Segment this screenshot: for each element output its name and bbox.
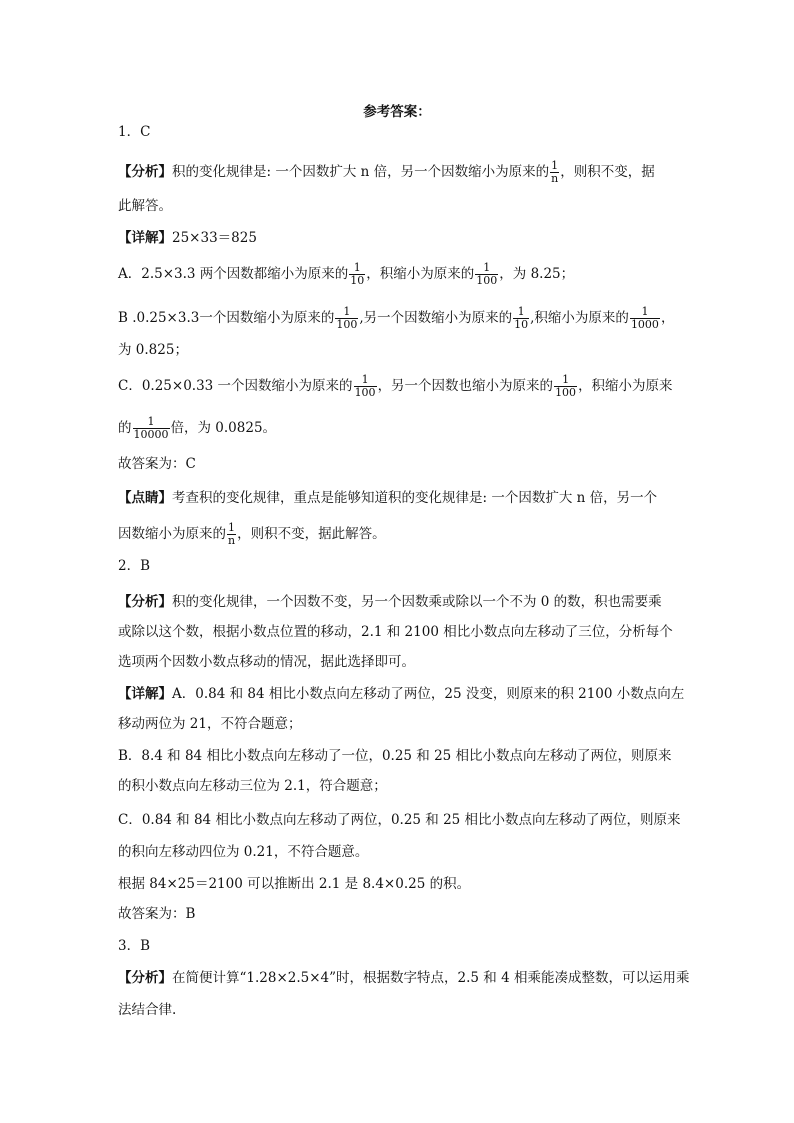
- fraction: $\frac{1}{10}$: [514, 305, 529, 331]
- fraction: $\frac{1}{100}$: [555, 373, 577, 399]
- fraction: $\frac{1}{100}$: [476, 261, 498, 287]
- q2-option-c: C．0.84 和 84 相比小数点向左移动了两位，0.25 和 25 相比小数点向左移动了两位，则原来: [118, 812, 681, 828]
- q2-detail-a: 【详解】A．0.84 和 84 相比小数点向左移动了两位，25 没变，则原来的积 2100 小数点向左: [118, 686, 685, 702]
- fraction: $\frac{1}{10000}$: [133, 415, 169, 441]
- comment-tag: 【点睛】: [118, 490, 172, 506]
- analysis-tag: 【分析】: [118, 970, 172, 986]
- q2-answer: 故答案为：B: [118, 906, 196, 922]
- fraction: $\frac{1}{100}$: [354, 373, 376, 399]
- fraction: $\frac{1}{10}$: [350, 261, 365, 287]
- q1-option-a: A．2.5×3.3 两个因数都缩小为原来的 $\frac{1}{10}$ ，积缩小为原来的 $\frac{1}{100}$ ，为 8.25；: [118, 261, 575, 287]
- q1-option-b: B .0.25×3.3一个因数缩小为原来的 $\frac{1}{100}$ ,另一个因数缩小为原来的 $\frac{1}{10}$ ,积缩小为原来的 $\frac{1}{1000}$ ，: [118, 305, 675, 331]
- q1-comment-line-1: 【点睛】考查积的变化规律，重点是能够知道积的变化规律是: 一个因数扩大 n 倍，另一个: [118, 490, 658, 506]
- q1-option-c-cont: 的 $\frac{1}{10000}$ 倍，为 0.0825。: [118, 415, 277, 441]
- q1-analysis-line-2: 此解答。: [118, 198, 172, 214]
- page-title: 参考答案：: [363, 104, 431, 120]
- analysis-tag: 【分析】: [118, 164, 172, 180]
- q2-inference: 根据 84×25＝2100 可以推断出 2.1 是 8.4×0.25 的积。: [118, 876, 471, 892]
- fraction: $\frac{1}{n}$: [228, 521, 236, 547]
- q2-detail-a-cont: 移动两位为 21，不符合题意；: [118, 716, 302, 732]
- q1-answer: 故答案为：C: [118, 456, 196, 472]
- q2-analysis-line-1: 【分析】积的变化规律，一个因数不变，另一个因数乘或除以一个不为 0 的数，积也需要乘: [118, 594, 662, 610]
- detail-tag: 【详解】: [118, 230, 172, 246]
- q1-option-c: C．0.25×0.33 一个因数缩小为原来的 $\frac{1}{100}$ ，另一个因数也缩小为原来的 $\frac{1}{100}$ ，积缩小为原来: [118, 373, 673, 399]
- q2-option-b-cont: 的积小数点向左移动三位为 2.1，符合题意；: [118, 778, 387, 794]
- q1-detail: 【详解】25×33＝825: [118, 230, 257, 246]
- q1-analysis-line-1: 【分析】积的变化规律是: 一个因数扩大 n 倍，另一个因数缩小为原来的 $\frac{1}{n}$ ，则积不变，据: [118, 159, 655, 185]
- q3-number: 3．B: [118, 938, 151, 954]
- q1-number: 1．C: [118, 124, 151, 140]
- q2-number: 2．B: [118, 558, 151, 574]
- q2-analysis-line-3: 选项两个因数小数点移动的情况，据此选择即可。: [118, 654, 415, 670]
- q2-option-b: B．8.4 和 84 相比小数点向左移动了一位，0.25 和 25 相比小数点向左移动了两位，则原来: [118, 748, 672, 764]
- fraction: $\frac{1}{100}$: [336, 305, 358, 331]
- analysis-tag: 【分析】: [118, 594, 172, 610]
- q2-analysis-line-2: 或除以这个数，根据小数点位置的移动，2.1 和 2100 相比小数点向左移动了三位，分析每个: [118, 624, 673, 640]
- detail-tag: 【详解】: [118, 686, 172, 702]
- q1-option-b-cont: 为 0.825；: [118, 342, 188, 358]
- fraction: $\frac{1}{1000}$: [630, 305, 659, 331]
- q3-analysis-line-1: 【分析】在简便计算“1.28×2.5×4”时，根据数字特点，2.5 和 4 相乘能凑成整数，可以运用乘: [118, 970, 690, 986]
- q2-option-c-cont: 的积向左移动四位为 0.21，不符合题意。: [118, 844, 369, 860]
- q3-analysis-line-2: 法结合律.: [118, 1002, 177, 1018]
- fraction: $\frac{1}{n}$: [551, 159, 559, 185]
- q1-comment-line-2: 因数缩小为原来的 $\frac{1}{n}$ ，则积不变，据此解答。: [118, 521, 386, 547]
